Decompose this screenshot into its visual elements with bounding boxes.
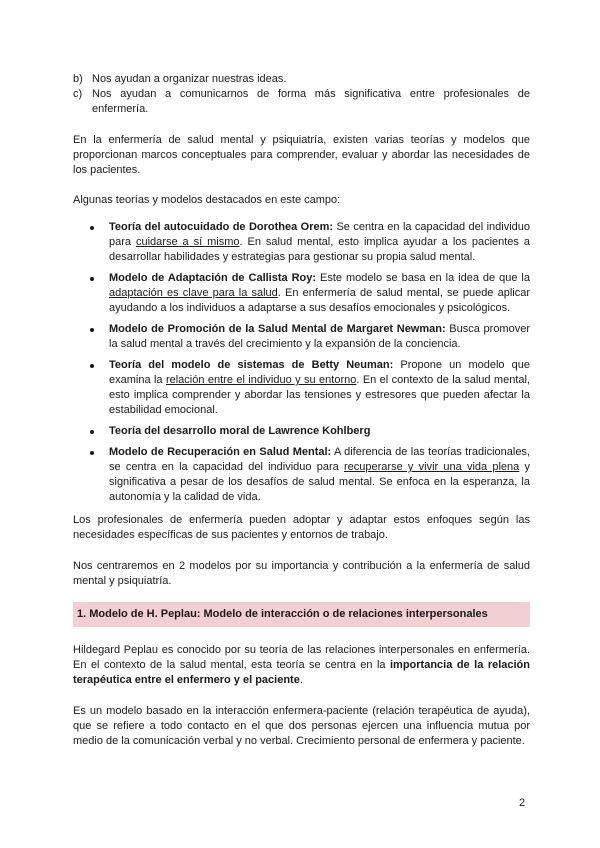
section-heading: 1. Modelo de H. Peplau: Modelo de interacción o de relaciones interpersonales bbox=[73, 602, 530, 627]
list-item-text: Nos ayudan a comunicarnos de forma más significativa entre profesionales de enfermería. bbox=[92, 88, 530, 115]
theory-link-text: cuidarse a sí mismo bbox=[135, 236, 240, 248]
theory-title: Modelo de Recuperación en Salud Mental: bbox=[109, 446, 332, 458]
theory-text: Propone un modelo que examina la bbox=[109, 359, 531, 386]
bullet-icon bbox=[90, 226, 94, 230]
page-content bbox=[73, 72, 530, 749]
list-marker: b) bbox=[73, 73, 83, 85]
theory-item-newman bbox=[73, 322, 530, 352]
page-number: 2 bbox=[519, 797, 526, 809]
theory-text: Se centra en la capacidad del individuo para bbox=[109, 221, 530, 248]
theory-title: Modelo de Promoción de la Salud Mental de Margaret Newman: bbox=[109, 323, 446, 335]
list-marker: c) bbox=[73, 88, 83, 100]
theories-list bbox=[73, 220, 530, 505]
bullet-icon bbox=[90, 328, 94, 332]
peplau-text: Hildegard Peplau es conocido por su teoría de las relaciones interpersonales en enfermería. En el contexto de la salud mental, esta teoría se centra en la bbox=[73, 644, 530, 671]
theory-link-text: recuperarse y vivir una vida plena bbox=[344, 461, 520, 473]
theory-title: Teoría del modelo de sistemas de Betty Neuman: bbox=[109, 359, 394, 371]
theory-text: Este modelo se basa en la idea de que la bbox=[316, 272, 530, 284]
theory-item-orem bbox=[73, 220, 530, 265]
peplau-text-end: . bbox=[299, 674, 303, 686]
theory-link-text: adaptación es clave para la salud bbox=[109, 287, 278, 299]
theory-title: Teoría del autocuidado de Dorothea Orem: bbox=[109, 221, 334, 233]
list-item bbox=[73, 87, 530, 117]
bullet-icon bbox=[90, 364, 94, 368]
peplau-bold-text: importancia de la relación terapéutica entre el enfermero y el paciente bbox=[73, 659, 531, 686]
theory-text: . En el contexto de la salud mental, esto implica comprender y abordar las tensiones y estresores que pueden afectar la estabilidad emocional. bbox=[109, 374, 530, 416]
theory-item-kohlberg bbox=[73, 424, 530, 439]
list-intro: Algunas teorías y modelos destacados en este campo: bbox=[73, 194, 341, 206]
model-paragraph: Es un modelo basado en la interacción enfermera-paciente (relación terapéutica de ayuda), que se refiere a todo contacto en el que dos personas ejercen una influencia mutua por medio de la comunicación verbal y no verbal. Crecimiento personal de enfermera y paciente. bbox=[73, 705, 530, 747]
theory-text: A diferencia de las teorías tradicionales, se centra en la capacidad del individuo para bbox=[109, 446, 530, 473]
intro-paragraph: En la enfermería de salud mental y psiquiatría, existen varias teorías y modelos que proporcionan marcos conceptuales para comprender, evaluar y abordar las necesidades de los pacientes. bbox=[73, 134, 530, 176]
peplau-paragraph bbox=[73, 643, 530, 688]
theory-text: . En salud mental, esto implica ayudar a los pacientes a desarrollar habilidades y estrategias para gestionar su propia salud mental. bbox=[109, 236, 530, 263]
theory-title: Teoría del desarrollo moral de Lawrence Kohlberg bbox=[109, 425, 371, 437]
bullet-icon bbox=[90, 277, 94, 281]
focus-paragraph: Nos centraremos en 2 modelos por su importancia y contribución a la enfermería de salud mental y psiquiatría. bbox=[73, 560, 530, 587]
theory-title: Modelo de Adaptación de Callista Roy: bbox=[109, 272, 317, 284]
theory-text: . En enfermería de salud mental, se puede aplicar ayudando a los individuos a adaptarse a sus desafíos emocionales y psicológicos. bbox=[109, 287, 530, 314]
bullet-icon bbox=[90, 451, 94, 455]
theory-text: y significativa a pesar de los desafíos de salud mental. Se enfoca en la esperanza, la autonomía y la calidad de vida. bbox=[109, 461, 530, 503]
professionals-paragraph: Los profesionales de enfermería pueden adoptar y adaptar estos enfoques según las necesidades específicas de sus pacientes y entornos de trabajo. bbox=[73, 514, 530, 541]
theory-item-roy bbox=[73, 271, 530, 316]
theory-text: Busca promover la salud mental a través del crecimiento y la expansión de la conciencia. bbox=[109, 323, 530, 350]
lettered-list bbox=[73, 72, 530, 117]
theory-link-text: relación entre el individuo y su entorno bbox=[165, 374, 357, 386]
list-item-text: Nos ayudan a organizar nuestras ideas. bbox=[92, 73, 287, 85]
bullet-icon bbox=[90, 430, 94, 434]
list-item bbox=[73, 72, 530, 87]
theory-item-neuman bbox=[73, 358, 530, 418]
theory-item-recuperacion bbox=[73, 445, 530, 505]
